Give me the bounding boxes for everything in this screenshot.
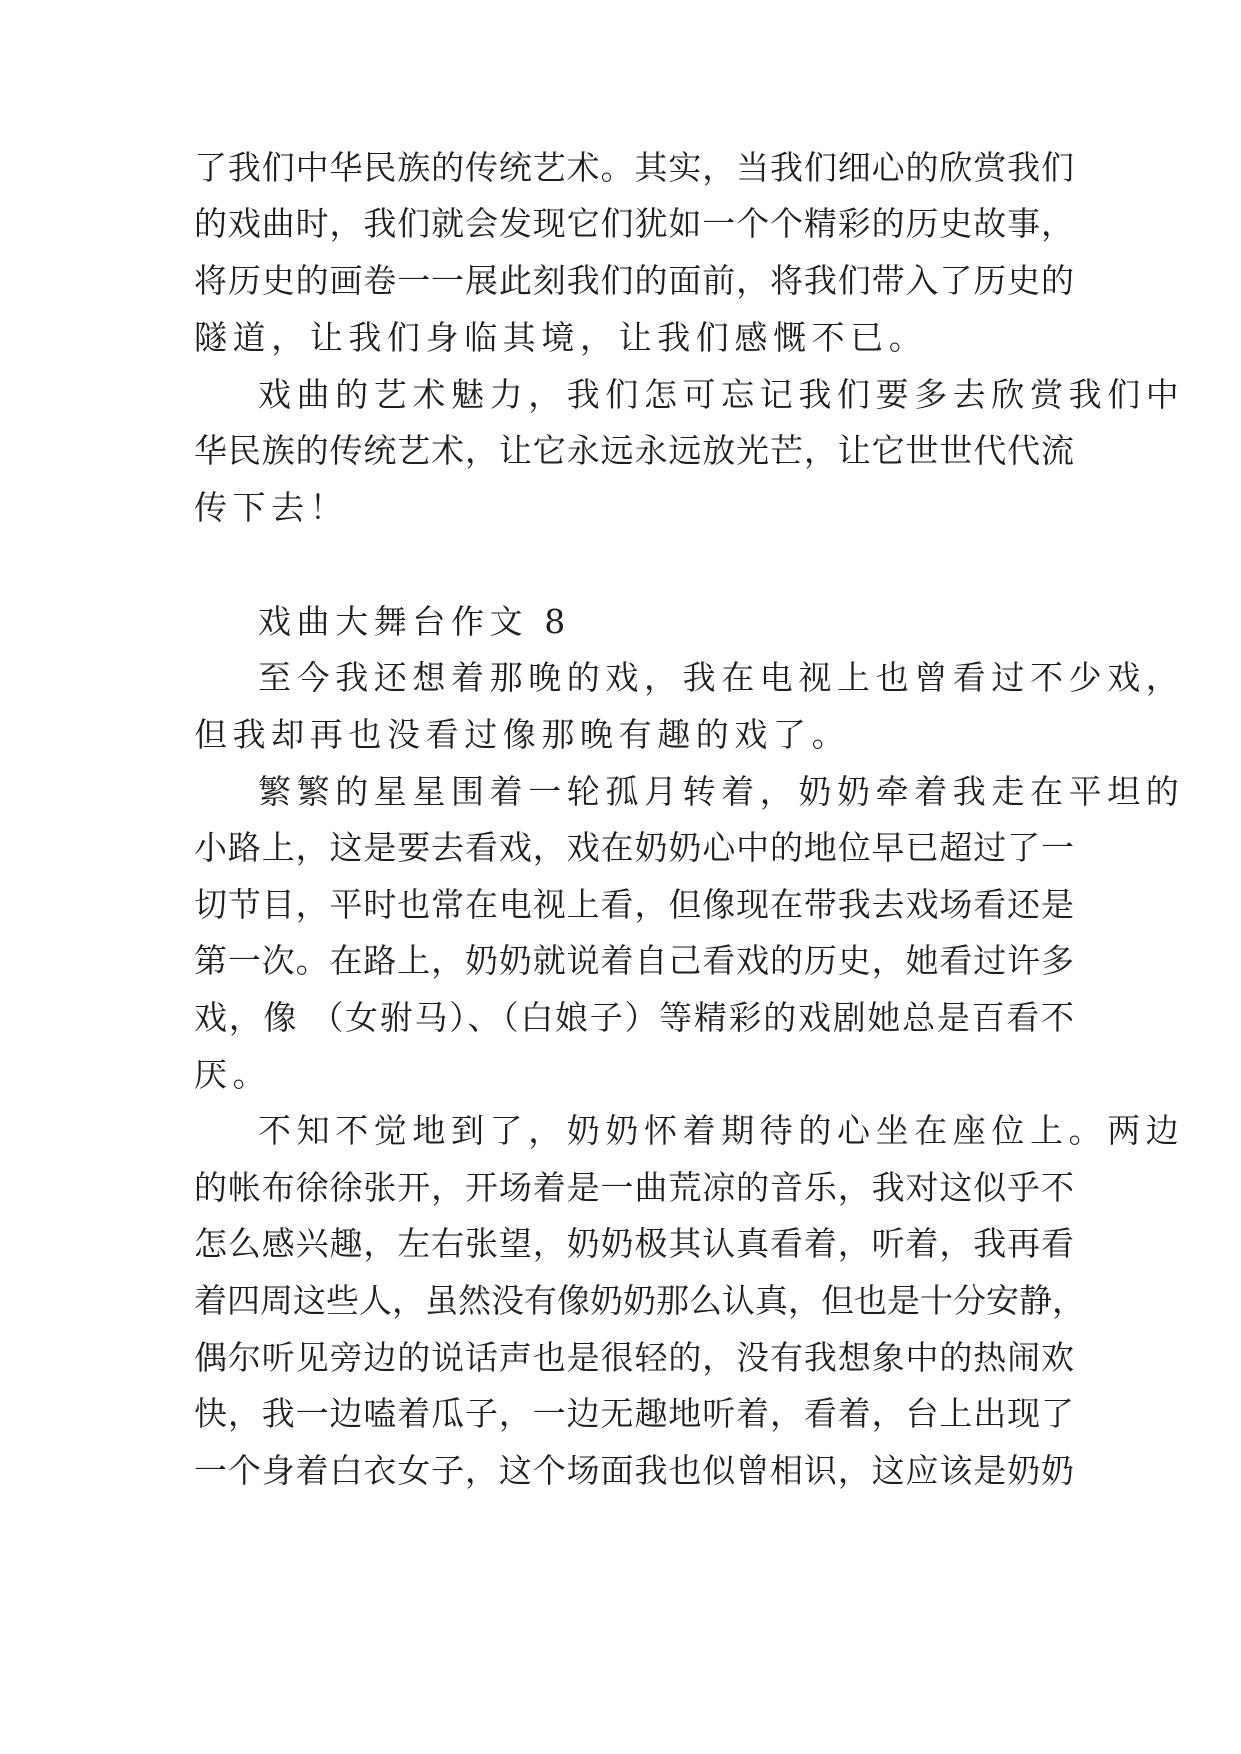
- text-line-12: 小路上，这是要去看戏，戏在奶奶心中的地位早已超过了一: [194, 828, 1074, 867]
- text-line-1: 了我们中华民族的传统艺术。其实，当我们细心的欣赏我们: [194, 148, 1074, 187]
- text-line-13: 切节目，平时也常在电视上看，但像现在带我去戏场看还是: [194, 885, 1074, 924]
- text-line-22: 快，我一边嗑着瓜子，一边无趣地听着，看着，台上出现了: [194, 1394, 1074, 1433]
- text-line-3: 将历史的画卷一一展此刻我们的面前，将我们带入了历史的: [194, 261, 1074, 300]
- text-line-6: 华民族的传统艺术，让它永远永远放光芒，让它世世代代流: [194, 431, 1074, 470]
- text-line-9: 至今我还想着那晚的戏，我在电视上也曾看过不少戏，: [258, 658, 1185, 697]
- text-line-21: 偶尔听见旁边的说话声也是很轻的，没有我想象中的热闹欢: [194, 1338, 1074, 1377]
- text-line-20: 着四周这些人，虽然没有像奶奶那么认真，但也是十分安静，: [194, 1281, 1085, 1320]
- text-line-23: 一个身着白衣女子，这个场面我也似曾相识，这应该是奶奶: [194, 1451, 1074, 1490]
- text-line-2: 的戏曲时，我们就会发现它们犹如一个个精彩的历史故事，: [194, 204, 1074, 243]
- text-line-5: 戏曲的艺术魅力，我们怎可忘记我们要多去欣赏我们中: [258, 375, 1185, 414]
- text-line-17: 不知不觉地到了，奶奶怀着期待的心坐在座位上。两边: [258, 1111, 1185, 1150]
- text-line-15: 戏，像 （女驸马）、（白娘子）等精彩的戏剧她总是百看不: [194, 998, 1074, 1037]
- text-line-11: 繁繁的星星围着一轮孤月转着，奶奶牵着我走在平坦的: [258, 772, 1185, 811]
- text-line-18: 的帐布徐徐张开，开场着是一曲荒凉的音乐，我对这似乎不: [194, 1168, 1074, 1207]
- text-line-10: 但我却再也没看过像那晚有趣的戏了。: [194, 715, 851, 754]
- text-line-14: 第一次。在路上，奶奶就说着自己看戏的历史，她看过许多: [194, 941, 1074, 980]
- text-line-7: 传下去！: [194, 488, 349, 527]
- text-line-16: 厌。: [194, 1055, 272, 1094]
- section-title: 戏曲大舞台作文 8: [258, 602, 571, 641]
- text-line-19: 怎么感兴趣，左右张望，奶奶极其认真看着，听着，我再看: [194, 1224, 1074, 1263]
- text-line-4: 隧道，让我们身临其境，让我们感慨不已。: [194, 318, 928, 357]
